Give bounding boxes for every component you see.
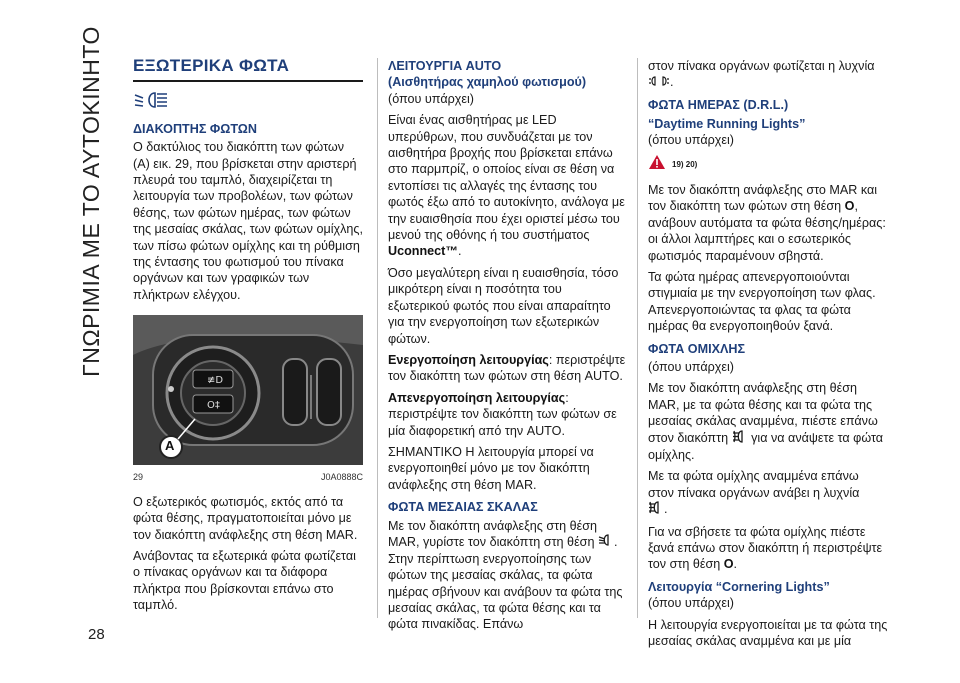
fog-off-text: Για να σβήσετε τα φώτα ομίχλης πιέστε ξανά επάνω στον διακόπτη ή περιστρέψτε τον στη θέση bbox=[648, 524, 883, 572]
exterior-lights-paragraph: Ο εξωτερικός φωτισμός, εκτός από τα φώτα θέσης, πραγματοποιείται μόνο με τον διακόπτη ανάφλεξης στη θέση MAR. bbox=[133, 494, 358, 542]
fog-light-indicator-icon bbox=[648, 501, 664, 518]
drl-text-a: Με τον διακόπτη ανάφλεξης στο MAR και τον διακόπτη των φώτων στη θέση bbox=[648, 182, 878, 214]
fog-availability: (όπου υπάρχει) bbox=[648, 359, 734, 374]
important-note: ΣΗΜΑΝΤΙΚΟ Η λειτουργία μπορεί να ενεργοποιηθεί μόνο με τον διακόπτη ανάφλεξης στη θέση MAR. bbox=[388, 444, 594, 492]
column-divider bbox=[637, 58, 638, 618]
activation-paragraph: Ενεργοποίηση λειτουργίας: περιστρέψτε τον διακόπτη των φώτων στη θέση AUTO. bbox=[388, 352, 626, 384]
position-light-indicator-icon bbox=[648, 75, 670, 91]
drl-paragraph-1 bbox=[648, 182, 888, 264]
figure-callout-a: A bbox=[165, 438, 175, 454]
figure-number: 29 bbox=[133, 472, 144, 483]
continued-text: στον πίνακα οργάνων φωτίζεται η λυχνία bbox=[648, 59, 875, 73]
page-number: 28 bbox=[88, 626, 105, 643]
drl-availability: (όπου υπάρχει) bbox=[648, 133, 734, 148]
deactivation-label: Απενεργοποίηση λειτουργίας bbox=[388, 390, 566, 405]
warning-triangle-icon bbox=[648, 154, 666, 176]
section-rule bbox=[133, 80, 363, 82]
fog-paragraph-3: Για να σβήσετε τα φώτα ομίχλης πιέστε ξανά επάνω στον διακόπτη ή περιστρέψτε τον στη θέση O. bbox=[648, 524, 883, 572]
drl-position-o: O bbox=[844, 199, 855, 214]
chapter-title-text: ΓΝΩΡΙΜΙΑ ΜΕ ΤΟ ΑΥΤΟΚΙΝΗΤΟ bbox=[77, 25, 104, 377]
svg-text:O‡: O‡ bbox=[207, 400, 220, 412]
column-3 bbox=[648, 58, 888, 654]
auto-sensor-paragraph: Είναι ένας αισθητήρας με LED υπερύθρων, που συνδυάζεται με τον αισθητήρα βροχής που βρίσκεται επάνω στο παρμπρίζ, ο οποίος είναι σε θέση να εντοπίσει τις αλλαγές της έντασης του φωτός έξω από το αυτοκίνητο, ανάλογα με την ευαισθησία που έχει οριστεί μέσω του μενού της οθόνης ή του συστήματος Uconnect™. bbox=[388, 113, 625, 259]
fog-light-icon bbox=[732, 430, 748, 447]
section-title: ΕΞΩΤΕΡΙΚΑ ΦΩΤΑ bbox=[133, 56, 290, 75]
deactivation-paragraph: Απενεργοποίηση λειτουργίας: περιστρέψτε τον διακόπτη των φώτων σε μία διαφορετική από την AUTO. bbox=[388, 390, 617, 438]
column-divider bbox=[377, 58, 378, 618]
fog-paragraph-2: Με τα φώτα ομίχλης αναμμένα επάνω στον πίνακα οργάνων ανάβει η λυχνία . bbox=[648, 468, 888, 518]
auto-heading: ΛΕΙΤΟΥΡΓΙΑ AUTO bbox=[388, 59, 502, 73]
position-lights-heading: ΦΩΤΑ ΜΕΣΑΙΑΣ ΣΚΑΛΑΣ bbox=[388, 500, 538, 515]
column-2 bbox=[388, 58, 626, 638]
chapter-side-title bbox=[62, 26, 120, 376]
dashboard-lit-paragraph: Ανάβοντας τα εξωτερικά φώτα φωτίζεται ο πίνακας οργάνων και τα διάφορα πλήκτρα που βρίσκονται επάνω στο ταμπλό. bbox=[133, 548, 356, 613]
figure-caption bbox=[133, 469, 363, 485]
uconnect-label: Uconnect™ bbox=[388, 244, 458, 259]
position-text-b: . Στην περίπτωση ενεργοποίησης των φώτων της μεσαίας σκάλας, τα φώτα ημέρας σβήνουν και ανάβουν τα φώτα της μεσαίας σκάλας, τα φώτα θέσης και τα φώτα πινακίδας. Επάνω bbox=[388, 534, 623, 632]
position-lights-paragraph bbox=[388, 518, 626, 633]
auto-availability: (όπου υπάρχει) bbox=[388, 91, 474, 106]
activation-label: Ενεργοποίηση λειτουργίας bbox=[388, 352, 549, 367]
auto-subheading: (Αισθητήρας χαμηλού φωτισμού) bbox=[388, 75, 587, 90]
headlight-icon bbox=[133, 90, 363, 114]
fog-paragraph-1 bbox=[648, 380, 888, 463]
switch-paragraph: Ο δακτύλιος του διακόπτη των φώτων (A) εικ. 29, που βρίσκεται στην αριστερή πλευρά του ταμπλό, διαχειρίζεται τη λειτουργία των προβολέων, των φώτων θέσης, των φώτων ημέρας, των φώτων της μεσαίας σκάλας, των φώτων ομίχλης, των πίσω φώτων ομίχλης και τη ρύθμιση της έντασης του φωτισμού του πίνακα οργάνων και των γραφικών των πλήκτρων ελέγχου. bbox=[133, 140, 363, 302]
fog-heading: ΦΩΤΑ ΟΜΙΧΛΗΣ bbox=[648, 341, 746, 356]
cornering-availability: (όπου υπάρχει) bbox=[648, 596, 734, 611]
light-switch-photo bbox=[133, 315, 363, 465]
fog-position-o: O bbox=[723, 557, 734, 572]
activation-text: περιστρέψτε τον διακόπτη των φώτων στη θέση AUTO. bbox=[388, 352, 626, 384]
warning-refs: 19) 20) bbox=[672, 159, 698, 169]
svg-text:≢D: ≢D bbox=[207, 375, 224, 387]
column-1 bbox=[133, 58, 363, 619]
fog-text-b: για να ανάψετε τα φώτα ομίχλης. bbox=[648, 430, 884, 462]
switch-heading: ΔΙΑΚΟΠΤΗΣ ΦΩΤΩΝ bbox=[133, 121, 257, 136]
drl-heading: ΦΩΤΑ ΗΜΕΡΑΣ (D.R.L.) bbox=[648, 98, 789, 113]
fog-text-a: Με τον διακόπτη ανάφλεξης στη θέση MAR, με τα φώτα θέσης και τα φώτα της μεσαίας σκάλας αναμμένα, πιέστε επάνω στον διακόπτη bbox=[648, 381, 878, 445]
dipped-beam-icon bbox=[598, 534, 614, 550]
drl-text-b: , ανάβουν αυτόματα τα φώτα θέσης/ημέρας: οι άλλοι λαμπτήρες και ο εσωτερικός φωτισμός παραμένουν σβηστά. bbox=[648, 199, 886, 263]
figure-code: J0A0888C bbox=[320, 472, 363, 483]
deactivation-text: περιστρέψτε τον διακόπτη των φώτων σε μία διαφορετική από την AUTO. bbox=[388, 407, 617, 438]
sensitivity-paragraph: Όσο μεγαλύτερη είναι η ευαισθησία, τόσο μικρότερη είναι η ποσότητα του εξωτερικού φωτός που είναι απαραίτητο για την ενεργοποίηση των εξωτερικών φώτων. bbox=[388, 265, 619, 346]
fog-indicator-text: Με τα φώτα ομίχλης αναμμένα επάνω στον πίνακα οργάνων ανάβει η λυχνία bbox=[648, 469, 860, 500]
warning-reference bbox=[648, 154, 888, 176]
cornering-paragraph: Η λειτουργία ενεργοποιείται με τα φώτα της μεσαίας σκάλας αναμμένα και με μία bbox=[648, 617, 888, 649]
auto-sensor-text: Είναι ένας αισθητήρας με LED υπερύθρων, που συνδυάζεται με τον αισθητήρα βροχής που βρίσκεται επάνω στο παρμπρίζ, ο οποίος είναι σε θέση να εντοπίσει τις αλλαγές της έντασης του φωτός έξω από το αυτοκίνητο, ανάλογα με την ευαισθησία που έχει οριστεί μέσω του μενού της οθόνης ή του συστήματος bbox=[388, 113, 625, 243]
drl-subheading: “Daytime Running Lights” bbox=[648, 116, 806, 131]
cornering-heading: Λειτουργία “Cornering Lights” bbox=[648, 579, 830, 594]
continued-paragraph: στον πίνακα οργάνων φωτίζεται η λυχνία . bbox=[648, 59, 875, 90]
position-text-a: Με τον διακόπτη ανάφλεξης στη θέση MAR, γυρίστε τον διακόπτη στη θέση bbox=[388, 518, 597, 549]
drl-paragraph-2: Τα φώτα ημέρας απενεργοποιούνται στιγμιαία με την ενεργοποίηση των φλας. Απενεργοποιώντας τα φλας τα φώτα ημέρας θα ενεργοποιηθούν ξανά. bbox=[648, 269, 876, 334]
